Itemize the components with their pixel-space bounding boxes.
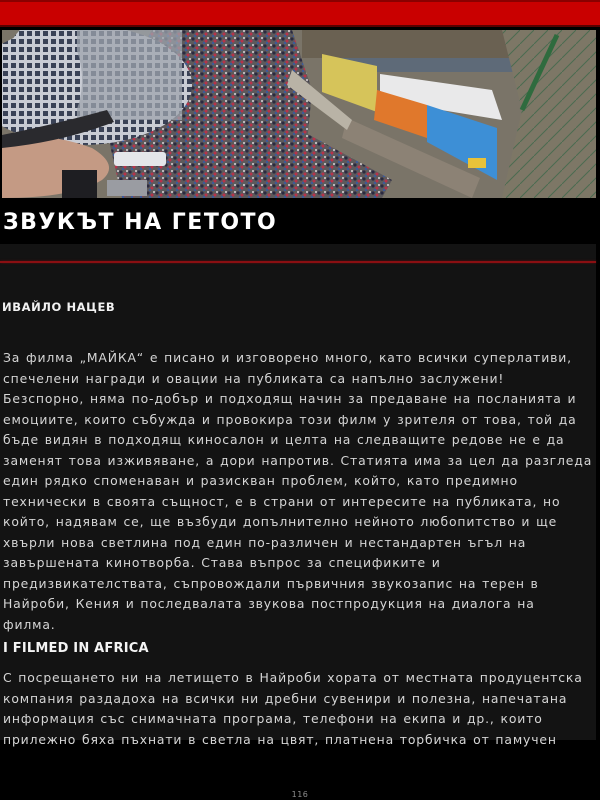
- text-line: прилежно бяха пъхнати в светла на цвят, платнена торбичка от памучен: [3, 731, 557, 747]
- paragraph-intro: [3, 348, 595, 635]
- text-line: един рядко споменаван и разискван проблем, който, като предимно: [3, 473, 518, 488]
- text-line: За филма „МАЙКА“ е писано и изговорено много, като всички суперлативи,: [3, 350, 572, 365]
- text-line: технически в своята същност, е в страни от интересите на публиката, но: [3, 493, 561, 509]
- text-line: завършената кинотворба. Става въпрос за спецификите и: [3, 555, 441, 570]
- paragraph-africa: [3, 668, 595, 750]
- text-line: който, надявам се, ще възбуди допълнително нейното любопитство и ще: [3, 514, 558, 529]
- article-title: ЗВУКЪТ НА ГЕТОТО: [3, 210, 278, 235]
- red-divider: [0, 261, 596, 263]
- article-content: [0, 244, 596, 747]
- text-line: Найроби, Кения и последвалата звукова постпродукция на диалога на: [3, 596, 535, 611]
- title-band: [0, 198, 600, 244]
- text-line: хвърли нова светлина под един по-различен и нестандартен ъгъл на: [3, 534, 527, 550]
- top-red-bar: [0, 0, 600, 27]
- market-photo-icon: [2, 30, 596, 198]
- text-line: филма.: [3, 616, 56, 632]
- author-name: ИВАЙЛО НАЦЕВ: [2, 300, 116, 314]
- text-line: Безспорно, няма по-добър и подходящ начин за предаване на посланията и: [3, 391, 577, 406]
- section-heading: I FILMED IN AFRICA: [3, 641, 149, 656]
- text-line: компания раздадоха на всички ни дребни сувенири и полезна, напечатана: [3, 690, 568, 706]
- page-number: 116: [291, 790, 309, 799]
- text-line: спечелени награди и овации на публиката са напълно заслужени!: [3, 370, 505, 386]
- text-line: предизвикателствата, съпровождали първичния звукозапис на терен в: [3, 575, 539, 591]
- text-line: информация със снимачната програма, телефони на екипа и др., които: [3, 711, 543, 726]
- text-line: заменят това изживяване, а дори напротив. Статията има за цел да разгледа: [3, 452, 593, 468]
- text-line: С посрещането ни на летището в Найроби хората от местната продуцентска: [3, 670, 583, 685]
- hero-image: [2, 30, 596, 198]
- text-line: бъде видян в подходящ киносалон и целта на следващите редове не е да: [3, 432, 565, 447]
- text-line: емоциите, които събужда и провокира този филм у зрителя от това, той да: [3, 411, 577, 427]
